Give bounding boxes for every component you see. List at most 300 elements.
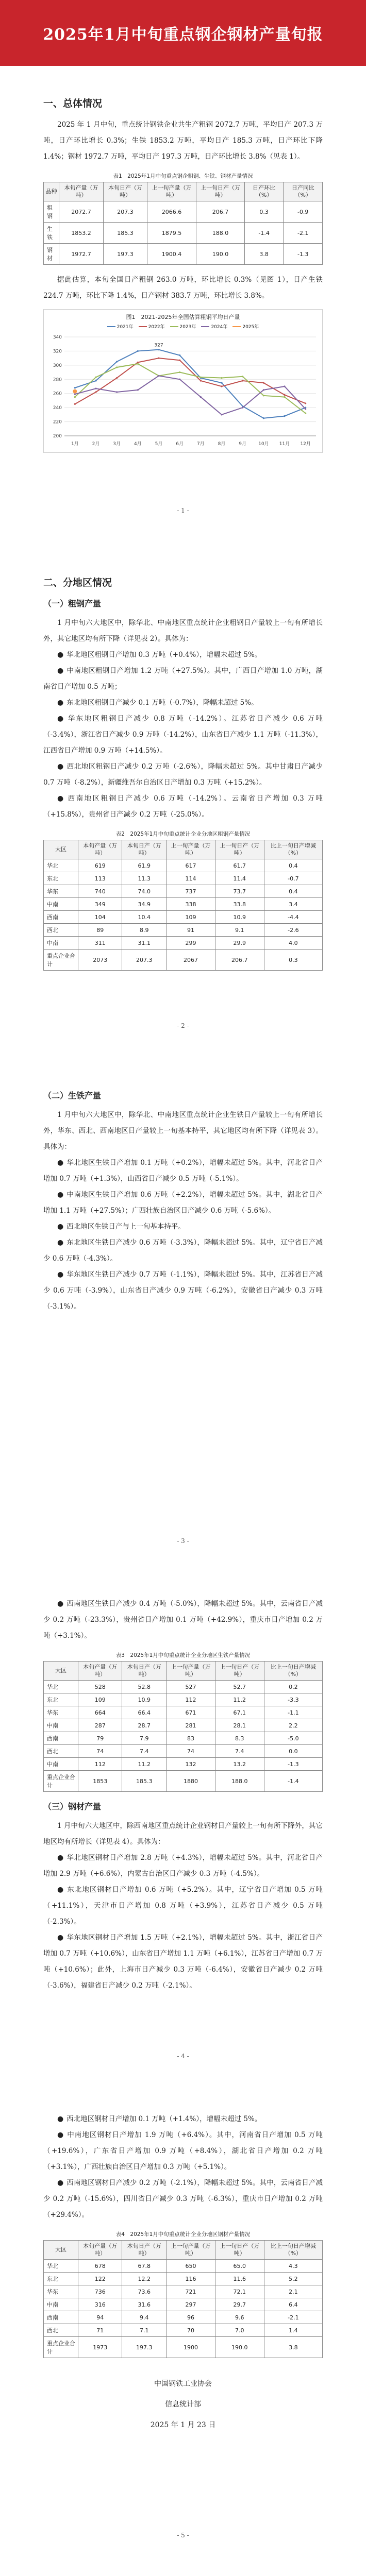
x-tick-label: 9月: [239, 442, 247, 447]
page-number: - 4 -: [177, 2053, 189, 2060]
table-row: [44, 2273, 323, 2285]
table-cell: 西南: [44, 2311, 78, 2324]
table-cell: 736: [78, 2285, 122, 2298]
data-point: [73, 389, 77, 394]
data-point: [242, 380, 243, 381]
data-point: [95, 377, 96, 378]
table-row: [44, 1732, 323, 1745]
list-item-text: 华东地区生铁日产减少 0.7 万吨（-1.1%），降幅未超过 5%。其中，江苏省日产减少 0.6 万吨（-3.9%），山东省日产减少 0.9 万吨（-6.2%），安徽省日产减少 0.3 万吨（-3.1%）。: [43, 1270, 323, 1311]
table-cell: 钢材: [44, 244, 59, 265]
iron-list-cont: [43, 1596, 323, 1644]
table-cell: 31.6: [122, 2298, 167, 2311]
table-cell: 74: [78, 1745, 122, 1758]
table-cell: 617: [167, 859, 215, 872]
legend-label: 2025年: [242, 325, 259, 330]
table-cell: -2.1: [264, 2311, 322, 2324]
table-cell: 粗钢: [44, 201, 59, 223]
legend-swatch: [139, 326, 147, 327]
data-point: [221, 385, 222, 387]
data-point: [200, 380, 202, 381]
list-item: [43, 791, 323, 823]
y-tick-label: 220: [53, 419, 62, 425]
table-row: [44, 1758, 323, 1771]
data-point: [200, 377, 202, 378]
list-item: [43, 1235, 323, 1267]
table-cell: 297: [167, 2298, 215, 2311]
list-item-text: 中南地区钢材日产增加 1.9 万吨（+6.4%）。其中，河南省日产增加 0.5 万吨（+19.6%），广东省日产增加 0.9 万吨（+8.4%），湖北省日产增加 0.2 万吨（+3.1%），广西壮族自治区日产增加 0.3 万吨（+5.1%）。: [43, 2131, 323, 2171]
data-point: [200, 396, 202, 398]
table-caption: 表1 2025年1月中旬重点钢企粗钢、生铁、钢材产量情况: [113, 173, 253, 179]
page-5: [0, 2091, 366, 2570]
table-cell: 1972.7: [59, 244, 104, 265]
table-cell: 52.7: [215, 1681, 264, 1693]
list-item: [43, 1596, 323, 1644]
list-item: [43, 759, 323, 791]
table-cell: 207.3: [104, 201, 147, 223]
data-point: [242, 407, 243, 409]
table-cell: 79: [78, 1732, 122, 1745]
table-cell: 4.0: [264, 937, 322, 950]
report-banner: [0, 0, 366, 66]
list-item: [43, 647, 323, 663]
x-tick-label: 3月: [113, 442, 121, 447]
table-header-cell: 本旬日产（万吨）: [104, 182, 147, 201]
data-point: [137, 350, 139, 352]
bullet-icon: ●: [57, 1600, 64, 1608]
table-cell: 190.0: [196, 244, 245, 265]
table-header-cell: 上一旬产量（万吨）: [167, 2241, 215, 2260]
bullet-icon: ●: [57, 699, 64, 707]
table-cell: 重点企业合计: [44, 1771, 78, 1792]
table-cell: 737: [167, 885, 215, 898]
table-cell: 61.7: [215, 859, 264, 872]
table-cell: 西南: [44, 911, 78, 924]
table-cell: 0.0: [264, 1745, 322, 1758]
table-row: [44, 937, 323, 950]
iron-list: [43, 1155, 323, 1315]
table-cell: 281: [167, 1719, 215, 1732]
legend-label: 2023年: [179, 325, 196, 330]
table-cell: 重点企业合计: [44, 950, 78, 971]
table-caption: 表4 2025年1月中旬重点统计企业分地区钢材产量情况: [115, 2231, 251, 2238]
estimate-paragraph: 据此估算，本旬全国日产粗钢 263.0 万吨，环比增长 0.3%（见图 1），日产生铁 224.7 万吨，环比下降 1.4%，日产钢材 383.7 万吨，环比增长 3.8%。: [43, 276, 323, 300]
table-cell: 11.2: [215, 1693, 264, 1706]
bullet-icon: ●: [57, 1223, 64, 1231]
data-point: [221, 414, 222, 415]
table-cell: 190.0: [215, 2337, 264, 2358]
table-cell: -0.7: [264, 872, 322, 885]
table-header-cell: 本旬日产（万吨）: [122, 2241, 167, 2260]
iron-table: [43, 1661, 323, 1792]
data-point: [137, 362, 139, 363]
footer-date: 2025 年 1 月 23 日: [150, 2421, 216, 2429]
table-row: [44, 1719, 323, 1732]
table-row: [44, 2337, 323, 2358]
line-chart: [43, 309, 323, 453]
list-item-text: 华北地区生铁日产增加 0.1 万吨（+0.2%），增幅未超过 5%。其中，河北省日产增加 0.7 万吨（+1.3%），山西省日产减少 0.5 万吨（-5.1%）。: [43, 1159, 323, 1183]
table-cell: 西南: [44, 1732, 78, 1745]
subsection-heading: （三）钢材产量: [43, 1802, 102, 1811]
table-cell: 113: [78, 872, 122, 885]
table-cell: 1853: [78, 1771, 122, 1792]
table-cell: 9.4: [122, 2311, 167, 2324]
table-cell: 89: [78, 924, 122, 937]
data-point: [158, 375, 159, 377]
table-cell: 华北: [44, 1681, 78, 1693]
bullet-icon: ●: [57, 1934, 64, 1942]
table-row: [44, 244, 323, 265]
x-tick-label: 11月: [279, 442, 290, 447]
data-point: [95, 388, 96, 389]
table-header-cell: 上一旬日产（万吨）: [196, 182, 245, 201]
data-point: [116, 366, 118, 368]
table-cell: 527: [167, 1681, 215, 1693]
page-4: [0, 1575, 366, 2091]
y-tick-label: 300: [53, 363, 62, 368]
crude-intro: 1 月中旬六大地区中，除华北、中南地区重点统计企业粗钢日产量较上一旬有所增长外，其它地区均有所下降（详见表 2）。具体为：: [43, 619, 323, 643]
table-cell: 1900.4: [147, 244, 196, 265]
table-row: [44, 1706, 323, 1719]
table-cell: 中南: [44, 937, 78, 950]
table-cell: 13.2: [215, 1758, 264, 1771]
table-cell: 34.9: [122, 898, 167, 911]
data-point: [74, 393, 76, 395]
table-header-cell: 本旬产量（万吨）: [78, 840, 122, 859]
legend-swatch: [201, 326, 209, 327]
list-item: [43, 1219, 323, 1235]
table-cell: 1879.5: [147, 223, 196, 244]
data-point: [137, 363, 139, 365]
table-cell: -4.4: [264, 911, 322, 924]
data-point: [179, 360, 180, 361]
x-tick-label: 10月: [258, 442, 269, 447]
bullet-icon: ●: [57, 794, 65, 803]
list-item-text: 西北地区钢材日产增加 0.1 万吨（+1.4%），增幅未超过 5%。: [66, 2115, 262, 2123]
data-point: [221, 382, 222, 384]
list-item-text: 西北地区生铁日产与上一旬基本持平。: [66, 1223, 185, 1231]
table-cell: 3.4: [264, 898, 322, 911]
table-cell: 91: [167, 924, 215, 937]
steel-list-cont: [43, 2111, 323, 2223]
table-cell: 112: [167, 1693, 215, 1706]
data-point: [116, 391, 118, 393]
data-point: [284, 415, 285, 417]
table-cell: 西北: [44, 2324, 78, 2337]
table-cell: 740: [78, 885, 122, 898]
list-item-text: 东北地区粗钢日产减少 0.1 万吨（-0.7%），降幅未超过 5%。: [66, 699, 258, 707]
table-cell: 109: [78, 1693, 122, 1706]
legend-label: 2021年: [117, 325, 134, 330]
table-cell: 9.6: [215, 2311, 264, 2324]
table-cell: 西北: [44, 924, 78, 937]
data-point: [95, 380, 96, 381]
table-row: [44, 2298, 323, 2311]
data-point: [95, 391, 96, 393]
table-cell: 197.3: [104, 244, 147, 265]
table-cell: 116: [167, 2273, 215, 2285]
table-cell: 7.4: [215, 1745, 264, 1758]
crude-list: [43, 647, 323, 823]
list-item-text: 西南地区生铁日产减少 0.4 万吨（-5.0%），降幅未超过 5%。其中，云南省日产减少 0.2 万吨（-23.3%），贵州省日产增加 0.1 万吨（+42.9%），重庆市日产增加 0.2 万吨（+3.1%）。: [43, 1600, 323, 1640]
table-cell: -3.3: [264, 1693, 322, 1706]
y-tick-label: 240: [53, 405, 62, 411]
table-row: [44, 872, 323, 885]
list-item: [43, 2111, 323, 2127]
legend-item: [139, 323, 165, 330]
table-cell: 东北: [44, 872, 78, 885]
table-cell: 10.9: [122, 1693, 167, 1706]
table-header-cell: 本旬日产（万吨）: [122, 840, 167, 859]
table-cell: 650: [167, 2260, 215, 2273]
table-cell: 西北: [44, 1745, 78, 1758]
data-point: [221, 377, 222, 379]
bullet-icon: ●: [57, 1159, 64, 1167]
table-cell: 33.8: [215, 898, 264, 911]
table-cell: 中南: [44, 1758, 78, 1771]
table-header-cell: 上一旬产量（万吨）: [147, 182, 196, 201]
list-item-text: 西北地区粗钢日产减少 0.2 万吨（-2.6%），降幅未超过 5%。其中甘肃日产减少 0.7 万吨（-8.2%），新疆维吾尔自治区日产增加 0.3 万吨（+15.2%）。: [43, 762, 323, 787]
table-header-cell: 品种: [44, 182, 59, 201]
x-tick-label: 5月: [155, 442, 163, 447]
iron-intro: 1 月中旬六大地区中，除华北、中南地区重点统计企业生铁日产量较上一旬有所增长外，华东、西北、西南地区日产量较上一旬基本持平，其它地区均有所下降（详见表 3）。具体为：: [43, 1111, 323, 1151]
table-cell: 11.4: [215, 872, 264, 885]
data-point: [284, 394, 285, 396]
table-cell: 74: [167, 1745, 215, 1758]
table-cell: 7.4: [122, 1745, 167, 1758]
table-row: [44, 223, 323, 244]
data-point: [242, 376, 243, 377]
report-title: 2025年1月中旬重点钢企钢材产量旬报: [43, 26, 323, 44]
list-item-text: 华北地区粗钢日产增加 0.3 万吨（+0.4%），增幅未超过 5%。: [66, 651, 262, 659]
table-cell: 0.4: [264, 859, 322, 872]
data-point: [116, 361, 118, 362]
table-header-cell: 日产环比（%）: [244, 182, 284, 201]
table-cell: 华北: [44, 859, 78, 872]
table-cell: 671: [167, 1706, 215, 1719]
list-item: [43, 1267, 323, 1315]
list-item-text: 西南地区粗钢日产减少 0.6 万吨（-14.2%）。云南省日产增加 0.3 万吨（+15.8%），贵州省日产减少 0.2 万吨（-25.0%）。: [43, 794, 323, 819]
section-heading: 一、总体情况: [43, 98, 103, 109]
table-cell: 29.9: [215, 937, 264, 950]
table-cell: 28.1: [215, 1719, 264, 1732]
table-cell: 1853.2: [59, 223, 104, 244]
table-cell: 0.3: [244, 201, 284, 223]
table-cell: 0.2: [264, 1681, 322, 1693]
data-point: [263, 417, 264, 419]
table-cell: 中南: [44, 2298, 78, 2311]
table-header-cell: 上一旬日产（万吨）: [215, 2241, 264, 2260]
table-header-cell: 大区: [44, 840, 78, 859]
legend-item: [201, 323, 227, 330]
chart-title: 图1 2021-2025年全国估算粗钢平均日产量: [126, 314, 240, 320]
series-line: [75, 376, 305, 414]
table-cell: 28.7: [122, 1719, 167, 1732]
table-cell: 7.0: [215, 2324, 264, 2337]
table-cell: 7.9: [122, 1732, 167, 1745]
table-cell: 6.4: [264, 2298, 322, 2311]
table-cell: 3.8: [264, 2337, 322, 2358]
x-tick-label: 2月: [92, 442, 100, 447]
legend-swatch: [170, 326, 178, 327]
data-point: [305, 402, 306, 404]
table-cell: 83: [167, 1732, 215, 1745]
page-number: - 1 -: [177, 507, 189, 514]
x-tick-label: 12月: [300, 442, 311, 447]
table-cell: 11.3: [122, 872, 167, 885]
list-item: [43, 1930, 323, 1994]
table-cell: 73.7: [215, 885, 264, 898]
table-header-cell: 本旬产量（万吨）: [78, 2241, 122, 2260]
table-cell: -1.4: [264, 1771, 322, 1792]
table-header-cell: 日产同比（%）: [284, 182, 323, 201]
table-header-cell: 大区: [44, 2241, 78, 2260]
legend-item: [232, 323, 259, 330]
table-cell: 678: [78, 2260, 122, 2273]
table-header-cell: 本旬产量（万吨）: [78, 1662, 122, 1681]
table-cell: 287: [78, 1719, 122, 1732]
list-item-text: 华东地区钢材日产增加 1.5 万吨（+2.1%），增幅未超过 5%。其中，浙江省日产增加 0.7 万吨（+10.6%），山东省日产增加 1.1 万吨（+6.1%），江苏省日产增加 0.7 万吨（+10.6%）；此外，上海市日产减少 0.3 万吨（-6.4%），安徽省日产减少 0.2 万吨（-3.6%），福建省日产减少 0.2 万吨（-2.1%）。: [43, 1934, 323, 1990]
page-number: - 2 -: [177, 1022, 189, 1029]
section-heading: 二、分地区情况: [43, 577, 112, 588]
table-cell: 316: [78, 2298, 122, 2311]
table-cell: 197.3: [122, 2337, 167, 2358]
table-cell: 122: [78, 2273, 122, 2285]
table-cell: 中南: [44, 1719, 78, 1732]
page-1: [0, 66, 366, 545]
list-item-text: 东北地区钢材日产增加 0.6 万吨（+5.2%）。其中，辽宁省日产增加 0.5 万吨（+11.1%），天津市日产增加 0.8 万吨（+3.9%），江苏省日产减少 0.5 万吨（-2.3%）。: [43, 1886, 323, 1926]
list-item-text: 中南地区粗钢日产增加 1.2 万吨（+27.5%）。其中，广西日产增加 1.0 万吨，湖南省日产增加 0.5 万吨；: [43, 667, 323, 691]
table-cell: 528: [78, 1681, 122, 1693]
table-cell: -0.9: [284, 201, 323, 223]
subsection-heading: （一）粗钢产量: [43, 599, 102, 608]
data-point: [179, 354, 180, 356]
list-item: [43, 663, 323, 695]
table-cell: 338: [167, 898, 215, 911]
bullet-icon: ●: [57, 1191, 64, 1199]
table-row: [44, 2324, 323, 2337]
y-tick-label: 260: [53, 391, 62, 397]
table-cell: 华东: [44, 1706, 78, 1719]
table-header-cell: 比上一旬日产增减（%）: [264, 2241, 322, 2260]
table-caption: 表3 2025年1月中旬重点统计企业分地区生铁产量情况: [115, 1652, 251, 1658]
table-cell: 东北: [44, 1693, 78, 1706]
table-cell: -2.1: [284, 223, 323, 244]
footer-org: 中国钢铁工业协会: [154, 2380, 212, 2388]
table-cell: 重点企业合计: [44, 2337, 78, 2358]
data-point: [263, 395, 264, 396]
bullet-icon: ●: [57, 667, 64, 675]
data-point: [284, 396, 285, 398]
table-cell: 73.6: [122, 2285, 167, 2298]
table-cell: 2.2: [264, 1719, 322, 1732]
bullet-icon: ●: [57, 1854, 64, 1862]
table-cell: 8.9: [122, 924, 167, 937]
footer-dept: 信息统计部: [165, 2400, 201, 2409]
y-tick-label: 280: [53, 377, 62, 383]
table-row: [44, 2285, 323, 2298]
overview-paragraph: 2025 年 1 月中旬，重点统计钢铁企业共生产粗钢 2072.7 万吨，平均日产 207.3 万吨，日产环比增长 0.3%；生铁 1853.2 万吨，平均日产 185.3 万吨，日产环比下降 1.4%；钢材 1972.7 万吨，平均日产 197.3 万吨，日产环比增长 3.8%（见表 1）。: [43, 121, 323, 161]
data-point: [263, 382, 264, 384]
table-header-cell: 上一旬产量（万吨）: [167, 840, 215, 859]
table-header-cell: 本旬产量（万吨）: [59, 182, 104, 201]
table-cell: 华东: [44, 2285, 78, 2298]
x-tick-label: 7月: [196, 442, 205, 447]
table-row: [44, 2311, 323, 2324]
x-tick-label: 1月: [71, 442, 79, 447]
table-row: [44, 898, 323, 911]
table-cell: 664: [78, 1706, 122, 1719]
table-cell: 96: [167, 2311, 215, 2324]
table-cell: 721: [167, 2285, 215, 2298]
bullet-icon: ●: [57, 762, 64, 771]
table-cell: 109: [167, 911, 215, 924]
table-cell: 206.7: [196, 201, 245, 223]
bullet-icon: ●: [57, 1239, 64, 1247]
table-cell: 29.7: [215, 2298, 264, 2311]
table-cell: 东北: [44, 2273, 78, 2285]
data-point: [137, 389, 139, 391]
data-point: [284, 385, 285, 387]
data-point: [74, 396, 76, 398]
table-cell: 2072.7: [59, 201, 104, 223]
list-item: [43, 2175, 323, 2223]
table-cell: 1880: [167, 1771, 215, 1792]
table-cell: 70: [167, 2324, 215, 2337]
list-item-text: 西南地区钢材日产减少 0.2 万吨（-2.1%），降幅未超过 5%。其中，云南省日产减少 0.2 万吨（-15.6%），四川省日产减少 0.3 万吨（-6.3%），重庆市日产增加 0.2 万吨（+29.4%）。: [43, 2179, 323, 2219]
table-cell: 619: [78, 859, 122, 872]
table-cell: 1.4: [264, 2324, 322, 2337]
table-row: [44, 924, 323, 937]
table-cell: 10.9: [215, 911, 264, 924]
summary-table: [43, 182, 323, 265]
table-cell: 华东: [44, 885, 78, 898]
table-header-cell: 大区: [44, 1662, 78, 1681]
list-item: [43, 2127, 323, 2175]
bullet-icon: ●: [57, 2179, 64, 2187]
table-cell: 299: [167, 937, 215, 950]
y-tick-label: 200: [53, 434, 62, 439]
table-cell: 中南: [44, 898, 78, 911]
table-cell: 114: [167, 872, 215, 885]
table-cell: 52.8: [122, 1681, 167, 1693]
bullet-icon: ●: [57, 2115, 64, 2123]
table-cell: 66.4: [122, 1706, 167, 1719]
table-cell: 9.1: [215, 924, 264, 937]
data-point: [305, 408, 306, 410]
table-cell: -1.1: [264, 1706, 322, 1719]
table-row: [44, 1771, 323, 1792]
page-2: [0, 545, 366, 1060]
table-cell: 185.3: [122, 1771, 167, 1792]
list-item-text: 华东地区粗钢日产减少 0.8 万吨（-14.2%）。江苏省日产减少 0.6 万吨（-3.4%），浙江省日产减少 0.9 万吨（-14.2%），山东省日产减少 1.1 万吨（-11.3%），江西省日产增加 0.9 万吨（+14.5%）。: [43, 715, 323, 755]
table-cell: 94: [78, 2311, 122, 2324]
table-cell: 112: [78, 1758, 122, 1771]
bullet-icon: ●: [57, 651, 64, 659]
table-cell: 1900: [167, 2337, 215, 2358]
table-row: [44, 1681, 323, 1693]
table-header-cell: 比上一旬日产增减（%）: [264, 840, 322, 859]
table-cell: 1973: [78, 2337, 122, 2358]
table-cell: 10.4: [122, 911, 167, 924]
legend-label: 2022年: [148, 325, 165, 330]
data-point: [158, 358, 159, 359]
bullet-icon: ●: [57, 1886, 64, 1894]
data-point: [305, 413, 306, 414]
table-header-cell: 上一旬产量（万吨）: [167, 1662, 215, 1681]
table-cell: 74.0: [122, 885, 167, 898]
table-cell: 71: [78, 2324, 122, 2337]
table-cell: 185.3: [104, 223, 147, 244]
